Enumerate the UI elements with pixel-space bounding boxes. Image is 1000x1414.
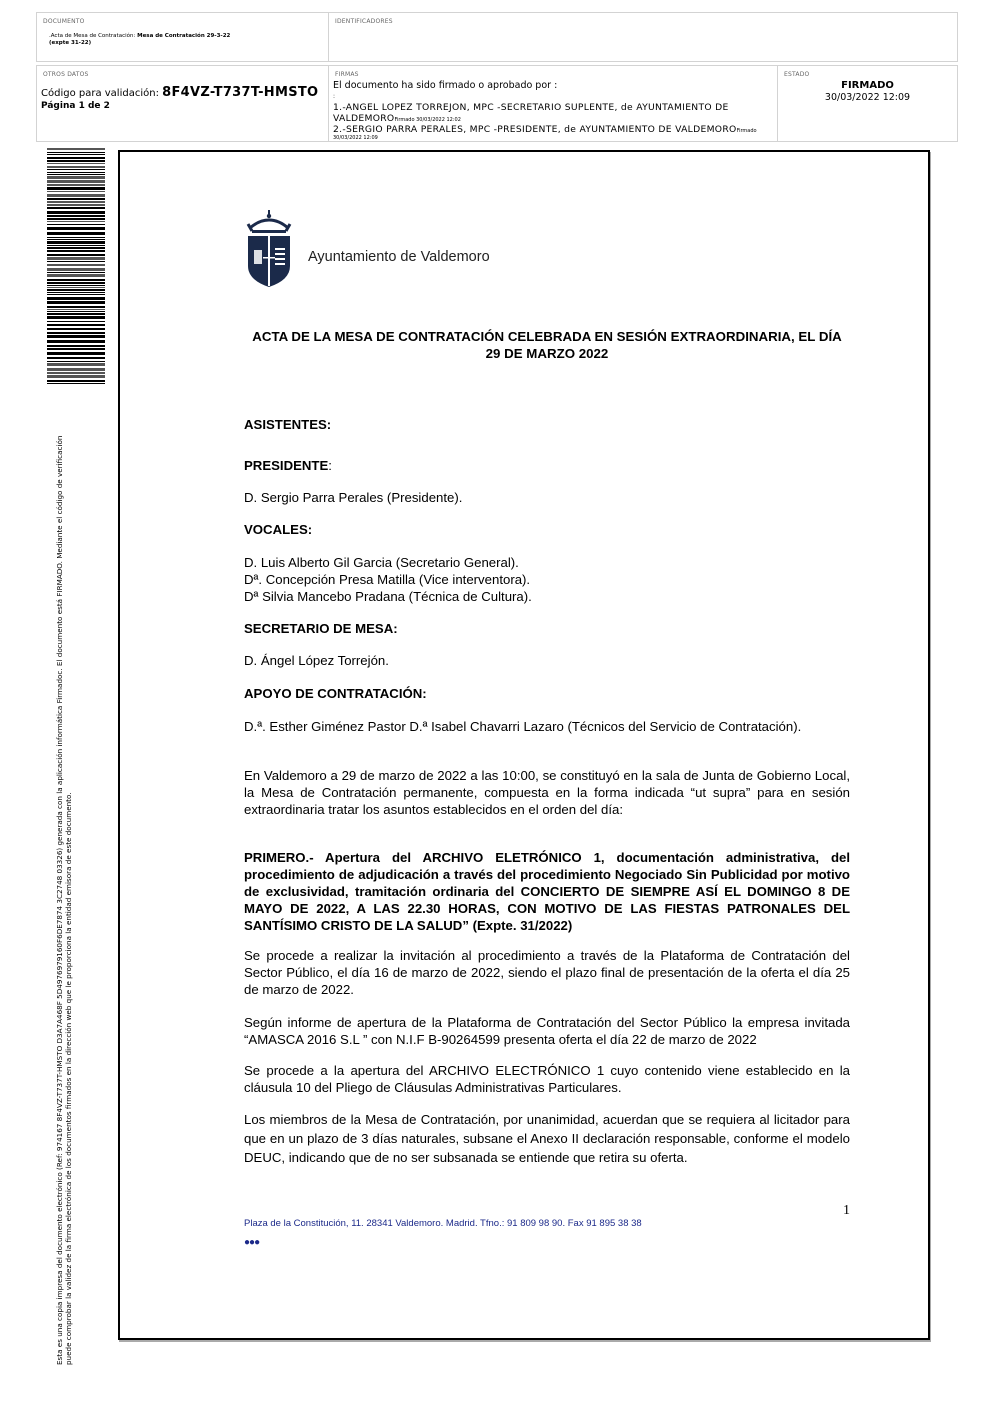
barcode-bar: [47, 380, 105, 382]
page-number: 1: [843, 1203, 850, 1218]
barcode-bar: [47, 194, 105, 197]
vocal-item: D. Luis Alberto Gil Garcia (Secretario General).: [244, 555, 519, 570]
barcode-bar: [47, 215, 105, 217]
primero-paragraph: PRIMERO.- Apertura del ARCHIVO ELETRÓNICO 1, documentación administrativa, del procedimiento de adjudicación a través del procedimiento Negociado Sin Publicidad por motivo de exclusividad, tramitación ordinaria del CONCIERTO DE SIEMPRE ASÍ EL DOMINGO 8 DE MAYO DE 2022, A LAS 22.30 HORAS, CON MOTIVO DE LAS FIESTAS PATRONALES DEL SANTÍSIMO CRISTO DE LA SALUD” (Expte. 31/2022): [244, 850, 850, 933]
barcode-bar: [47, 166, 105, 168]
validation-code-line: [41, 85, 318, 100]
presidente-colon: :: [328, 458, 332, 473]
barcode-bar: [47, 306, 105, 308]
barcode-bar: [47, 316, 105, 319]
vocales-heading: VOCALES:: [244, 522, 313, 537]
signer-2-line1: 2.-SERGIO PARRA PERALES, MPC -PRESIDENTE, de AYUNTAMIENTO DE VALDEMORO: [333, 124, 737, 135]
documento-prefix: .Acta de Mesa de Contratación:: [49, 33, 136, 39]
verification-line-2: puede comprobar la validez de la firma electrónica de los documentos firmados en la dirección web que le proporciona la entidad emisora de este documento.: [64, 792, 73, 1365]
otros-datos-cell: [36, 65, 329, 142]
title-line-1: ACTA DE LA MESA DE CONTRATACIÓN CELEBRADA EN SESIÓN EXTRAORDINARIA, EL DÍA: [252, 329, 842, 344]
barcode-bar: [47, 241, 105, 244]
presidente-heading: PRESIDENTE: [244, 458, 329, 473]
barcode-bar: [47, 268, 105, 271]
barcode-bar: [47, 254, 105, 256]
barcode-bar: [47, 227, 105, 230]
firmas-label: FIRMAS: [335, 71, 359, 78]
barcode-bar: [47, 207, 105, 209]
barcode-bar: [47, 328, 105, 330]
logo-text: Ayuntamiento de Valdemoro: [308, 249, 490, 265]
signer-1-line2: VALDEMORO: [333, 113, 395, 124]
barcode-bar: [47, 221, 105, 222]
barcode-bar: [47, 274, 105, 277]
barcode-bar: [47, 163, 105, 164]
signer-1: [333, 102, 729, 126]
barcode-bar: [47, 232, 105, 235]
barcode-bar: [47, 264, 105, 266]
barcode-bar: [47, 311, 105, 312]
acuerdo-paragraph: Los miembros de la Mesa de Contratación, por unanimidad, acuerdan que se requiera al licitador para que en un plazo de 3 días naturales, subsane el Anexo II declaración responsable, conforme el modelo DEUC, indicando que de no ser subsanada se entiende que retira su oferta.: [244, 1112, 850, 1165]
barcode-bar: [47, 250, 105, 252]
vocal-item: Dª. Concepción Presa Matilla (Vice interventora).: [244, 572, 531, 587]
barcode-bar: [47, 237, 105, 238]
signer-1-line1: 1.-ANGEL LOPEZ TORREJON, MPC -SECRETARIO SUPLENTE, de AYUNTAMIENTO DE: [333, 102, 729, 113]
secretario-heading: SECRETARIO DE MESA:: [244, 621, 398, 636]
valdemoro-coat-of-arms-logo: [244, 210, 294, 288]
document-title: [244, 328, 850, 362]
documento-cell: [36, 12, 329, 62]
barcode-bar: [47, 332, 105, 334]
signer-2: [333, 124, 757, 137]
barcode-bar: [47, 218, 105, 220]
barcode-bar: [47, 292, 105, 293]
apoyo-names: D.ª. Esther Giménez Pastor D.ª Isabel Chavarri Lazaro (Técnicos del Servicio de Contratación).: [244, 719, 802, 734]
barcode-bar: [47, 247, 105, 249]
asistentes-heading: ASISTENTES:: [244, 417, 332, 432]
barcode-bar: [47, 160, 105, 162]
barcode-bar: [47, 285, 105, 286]
firmas-intro: El documento ha sido firmado o aprobado por :: [333, 80, 558, 91]
barcode-bar: [47, 313, 105, 315]
barcode-bar: [47, 301, 105, 304]
otros-datos-label: OTROS DATOS: [43, 71, 89, 78]
presidente-heading-line: [244, 457, 850, 474]
footer-address: Plaza de la Constitución, 11. 28341 Valdemoro. Madrid. Tfno.: 91 809 98 90. Fax 91 895 38 38: [244, 1218, 642, 1229]
estado-cell: [777, 65, 958, 142]
barcode-bar: [47, 297, 105, 300]
barcode-bar: [47, 375, 105, 378]
barcode-bar: [47, 357, 105, 359]
barcode-bar: [47, 152, 105, 153]
verification-line-1: Esta es una copia impresa del documento electrónico (Ref: 974167 8F4VZ-T737T-HMSTO D3A7A468F 5D4976979160F6DE7874 3C2748 03326) generada con la aplicación informática Firmadoc. El documento está FIRMADO. Mediante el código de verificación: [55, 435, 64, 1365]
apoyo-heading: APOYO DE CONTRATACIÓN:: [244, 686, 427, 701]
barcode-bar: [47, 169, 105, 170]
estado-label: ESTADO: [784, 71, 810, 78]
barcode-bar: [47, 201, 105, 203]
barcode-bar: [47, 191, 105, 192]
validation-code-label: Código para validación:: [41, 88, 159, 99]
barcode-bar: [47, 176, 105, 179]
barcode-bar: [47, 257, 105, 260]
signer-2-signed: Firmado: [736, 128, 757, 134]
barcode-image: [47, 148, 105, 386]
vocales-list: [244, 554, 850, 605]
footer-dots-icon: ●●●: [244, 1237, 260, 1248]
barcode-bar: [47, 204, 105, 206]
barcode-bar: [47, 198, 105, 200]
barcode-bar: [47, 309, 105, 310]
barcode-bar: [47, 224, 105, 225]
barcode-bar: [47, 282, 105, 284]
barcode-bar: [47, 172, 105, 173]
barcode-bar: [47, 245, 105, 246]
estado-value: FIRMADO: [841, 80, 894, 91]
documento-text: [49, 33, 230, 47]
barcode-bar: [47, 324, 105, 326]
invitation-paragraph: Se procede a realizar la invitación al procedimiento a través de la Plataforma de Contratación del Sector Público, el día 16 de marzo de 2022, siendo el plazo final de presentación de la oferta el día 25 de marzo de 2022.: [244, 948, 850, 997]
barcode-bar: [47, 289, 105, 291]
barcode-bar: [47, 348, 105, 350]
barcode-bar: [47, 372, 105, 374]
title-line-2: 29 DE MARZO 2022: [485, 346, 609, 361]
barcode-bar: [47, 352, 105, 355]
presidente-name: D. Sergio Parra Perales (Presidente).: [244, 490, 463, 505]
signer-1-date: Firmado 30/03/2022 12:02: [394, 117, 461, 123]
barcode-bar: [47, 211, 105, 214]
documento-title: Mesa de Contratación 29-3-22: [137, 33, 231, 39]
barcode-bar: [47, 154, 105, 155]
firmas-colon: :: [333, 93, 336, 100]
verification-vertical-text: [55, 385, 73, 1365]
barcode-bar: [47, 361, 105, 362]
barcode-bar: [47, 187, 105, 190]
barcode-bar: [47, 383, 105, 384]
firmas-cell: [328, 65, 778, 142]
intro-paragraph: En Valdemoro a 29 de marzo de 2022 a las 10:00, se constituyó en la sala de Junta de Gobierno Local, la Mesa de Contratación permanente, compuesta en la forma indicada “ut supra” para en sesión extraordinaria tratar los asuntos establecidos en el orden del día:: [244, 768, 850, 817]
barcode-bar: [47, 335, 105, 338]
estado-date: 30/03/2022 12:09: [824, 92, 911, 103]
barcode-bar: [47, 368, 105, 371]
barcode-bar: [47, 287, 105, 288]
validation-code: 8F4VZ-T737T-HMSTO: [162, 85, 319, 100]
barcode-bar: [47, 279, 105, 281]
barcode-bar: [47, 157, 105, 159]
vocal-item: Dª Silvia Mancebo Pradana (Técnica de Cultura).: [244, 589, 532, 604]
offer-paragraph: Según informe de apertura de la Plataforma de Contratación del Sector Público la empresa invitada “AMASCA 2016 S.L ” con N.I.F B-90264599 presenta oferta el día 22 de marzo de 2022: [244, 1015, 850, 1047]
barcode-bar: [47, 148, 105, 150]
barcode-bar: [47, 363, 105, 366]
signer-2-date: 30/03/2022 12:09: [333, 135, 378, 141]
apertura-paragraph: Se procede a la apertura del ARCHIVO ELECTRÓNICO 1 cuyo contenido viene establecido en la cláusula 10 del Pliego de Cláusulas Administrativas Particulares.: [244, 1063, 850, 1095]
barcode-bar: [47, 345, 105, 347]
barcode-bar: [47, 294, 105, 295]
barcode-bar: [47, 272, 105, 273]
barcode-bar: [47, 321, 105, 322]
documento-expte: (expte 31-22): [49, 40, 92, 46]
secretario-name: D. Ángel López Torrejón.: [244, 653, 389, 668]
barcode-bar: [47, 184, 105, 186]
barcode-bar: [47, 174, 105, 175]
barcode-bar: [47, 340, 105, 343]
signature-header: [36, 12, 958, 142]
identificadores-label: IDENTIFICADORES: [335, 18, 393, 25]
barcode-bar: [47, 239, 105, 240]
identificadores-cell: [328, 12, 958, 62]
page-indicator: Página 1 de 2: [41, 101, 110, 111]
barcode-bar: [47, 180, 105, 183]
documento-label: DOCUMENTO: [43, 18, 85, 25]
barcode-bar: [47, 261, 105, 262]
